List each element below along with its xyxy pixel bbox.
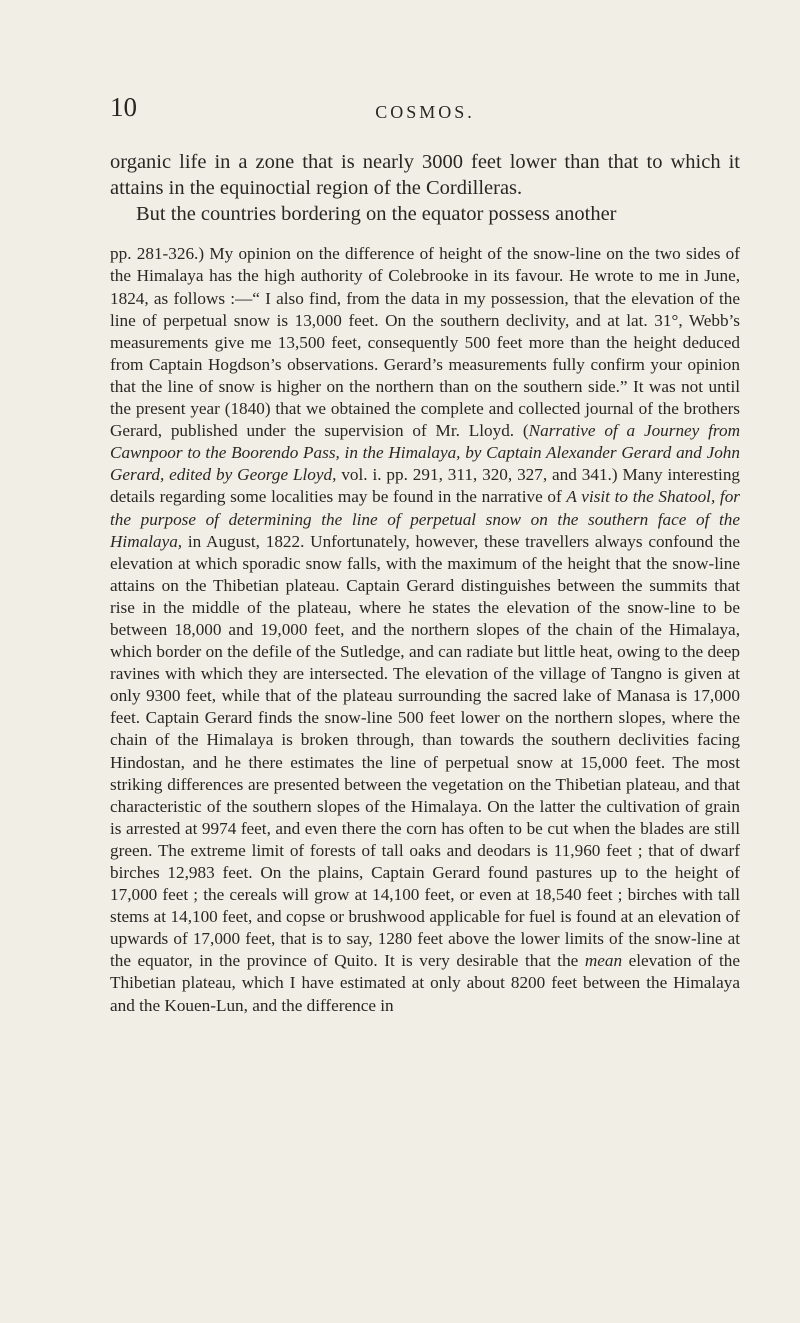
footnote-italic-title: Narrative of a Journey from Cawnpoor to the Boorendo Pass, in the Himalaya, by Captain Alexander Gerard and John Gerard, edited by George Lloyd,	[110, 421, 740, 485]
body-paragraph: organic life in a zone that is nearly 3000 feet lower than that to which it attains in the equinoctial region of the Cordilleras.	[110, 151, 740, 199]
running-head: COSMOS.	[375, 102, 475, 122]
page-number: 10	[110, 92, 137, 122]
body-paragraph: But the countries bordering on the equator possess another	[136, 202, 617, 225]
page-header	[110, 92, 740, 132]
text-block	[110, 150, 740, 1017]
footnote-text: pp. 281-326.) My opinion on the difference of height of the snow-line on the two sides of the Himalaya has the high authority of Colebrooke in its favour. He wrote to me in June, 1824, as follows :—“ I also find, from the data in my possession, that the elevation of the line of perpetual snow is 13,000 feet. On the southern declivity, and at lat. 31°, Webb’s measurements give me 13,500 feet, consequently 500 feet more than the height deduced from Captain Hogdson’s observations. Gerard’s measurements fully confirm your opinion that the line of snow is higher on the northern than on the southern side.” It was not until the present year (1840) that we obtained the complete and collected journal of the brothers Gerard, published under the supervision of Mr. Lloyd. (	[110, 244, 740, 441]
footnote-emphasis: mean	[584, 951, 623, 971]
footnote-text: in August, 1822. Unfortunately, however, these travellers always confound the elevation at which sporadic snow falls, with the maximum of the height that the snow-line attains on the Thibetian plateau. Captain Gerard distinguishes between the summits that rise in the middle of the plateau, where he states the elevation of the snow-line to be between 18,000 and 19,000 feet, and the northern slopes of the chain of the Himalaya, which border on the defile of the Sutledge, and can radiate but little heat, owing to the deep ravines with which they are intersected. The elevation of the village of Tangno is given at only 9300 feet, while that of the plateau surrounding the sacred lake of Manasa is 17,000 feet. Captain Gerard finds the snow-line 500 feet lower on the northern slopes, where the chain of the Himalaya is broken through, than towards the southern declivities facing Hindostan, and he there estimates the line of perpetual snow at 15,000 feet. The most striking differences are presented between the vegetation on the Thibetian plateau, and that characteristic of the southern slopes of the Himalaya. On the latter the cultivation of grain is arrested at 9974 feet, and even there the corn has often to be cut when the blades are still green. The extreme limit of forests of tall oaks and deodars is 11,960 feet ; that of dwarf birches 12,983 feet. On the plains, Captain Gerard found pastures up to the height of 17,000 feet ; the cereals will grow at 14,100 feet, or even at 18,540 feet ; birches with tall stems at 14,100 feet, and copse or brushwood applicable for fuel is found at an elevation of upwards of 17,000 feet, that is to say, 1280 feet above the lower limits of the snow-line at the equator, in the province of Quito. It is very desirable that the	[110, 531, 740, 971]
footnote	[110, 243, 740, 1016]
footnote-text: elevation of the Thibetian plateau, which I have estimated at only about 8200 feet between the Himalaya and the Kouen-Lun, and the difference in	[110, 951, 740, 1015]
footnote-text: vol. i. pp. 291, 311, 320, 327, and 341.) Many interesting details regarding some localities may be found in the narrative of	[110, 465, 741, 507]
footnote-italic-title: A visit to the Shatool, for the purpose of determining the line of perpetual snow on the southern face of the Himalaya,	[110, 487, 740, 551]
